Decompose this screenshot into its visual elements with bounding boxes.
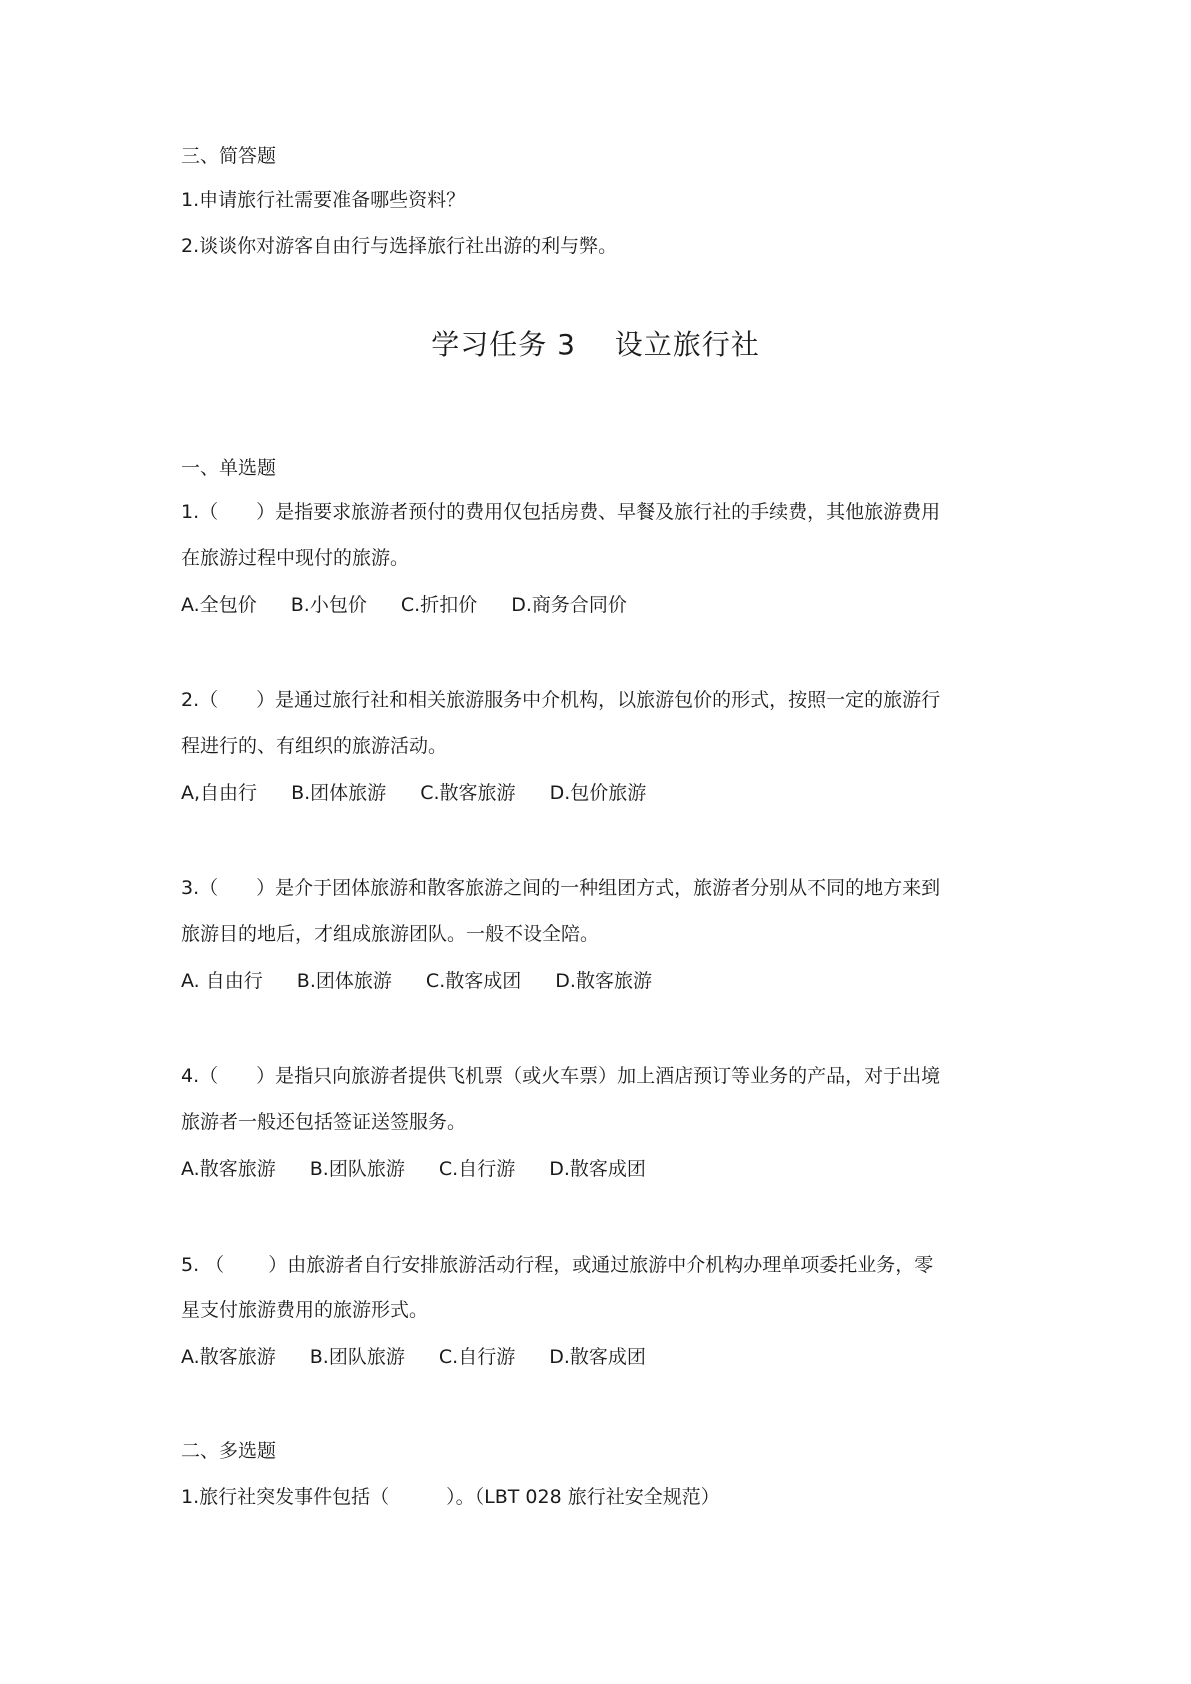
option-c: C.折扣价: [400, 594, 478, 616]
multi-choice-question-1: 1.旅行社突发事件包括（ ）。（LBT 028 旅行社安全规范）: [181, 1486, 720, 1508]
option-a: A. 自由行: [181, 970, 263, 992]
option-b: B.团体旅游: [291, 782, 387, 804]
single-choice-q3-options: [181, 967, 1021, 995]
single-choice-q4-options: [181, 1155, 1021, 1183]
option-b: B.团体旅游: [296, 970, 392, 992]
option-a: A.散客旅游: [181, 1158, 276, 1180]
option-d: D.散客成团: [549, 1346, 646, 1368]
option-a: A,自由行: [181, 782, 258, 804]
single-choice-q3-line2: 旅游目的地后，才组成旅游团队。一般不设全陪。: [181, 923, 600, 945]
single-choice-q3-line1: 3.（ ）是介于团体旅游和散客旅游之间的一种组团方式，旅游者分别从不同的地方来到: [181, 877, 941, 899]
option-c: C.自行游: [438, 1158, 516, 1180]
single-choice-q4-line2: 旅游者一般还包括签证送签服务。: [181, 1111, 467, 1133]
option-d: D.散客旅游: [555, 970, 652, 992]
option-a: A.散客旅游: [181, 1346, 276, 1368]
option-c: C.散客旅游: [420, 782, 516, 804]
single-choice-q5-options: [181, 1343, 1021, 1371]
option-b: B.团队旅游: [309, 1346, 405, 1368]
single-choice-q2-line2: 程进行的、有组织的旅游活动。: [181, 735, 448, 757]
single-choice-q4-line1: 4.（ ）是指只向旅游者提供飞机票（或火车票）加上酒店预订等业务的产品，对于出境: [181, 1065, 941, 1087]
short-answer-question-2: 2.谈谈你对游客自由行与选择旅行社出游的利与弊。: [181, 235, 618, 257]
section-heading-single-choice: 一、单选题: [181, 457, 277, 479]
single-choice-q5-line2: 星支付旅游费用的旅游形式。: [181, 1299, 429, 1321]
single-choice-q1-line1: 1.（ ）是指要求旅游者预付的费用仅包括房费、早餐及旅行社的手续费，其他旅游费用: [181, 501, 941, 523]
option-d: D.包价旅游: [549, 782, 647, 804]
option-c: C.散客成团: [425, 970, 522, 992]
option-d: D.商务合同价: [511, 594, 627, 616]
single-choice-q1-options: [181, 591, 1021, 619]
section-heading-short-answer: 三、简答题: [181, 145, 277, 167]
short-answer-question-1: 1.申请旅行社需要准备哪些资料？: [181, 189, 466, 211]
option-b: B.团队旅游: [309, 1158, 405, 1180]
option-d: D.散客成团: [549, 1158, 646, 1180]
task-title: 学习任务 3 设立旅行社: [431, 328, 760, 361]
option-a: A.全包价: [181, 594, 257, 616]
single-choice-q2-line1: 2.（ ）是通过旅行社和相关旅游服务中介机构，以旅游包价的形式，按照一定的旅游行: [181, 689, 941, 711]
single-choice-q5-line1: 5. （ ）由旅游者自行安排旅游活动行程，或通过旅游中介机构办理单项委托业务，零: [181, 1254, 934, 1276]
single-choice-q1-line2: 在旅游过程中现付的旅游。: [181, 547, 410, 569]
section-heading-multi-choice: 二、多选题: [181, 1440, 277, 1462]
single-choice-q2-options: [181, 779, 1021, 807]
option-c: C.自行游: [438, 1346, 516, 1368]
option-b: B.小包价: [290, 594, 367, 616]
